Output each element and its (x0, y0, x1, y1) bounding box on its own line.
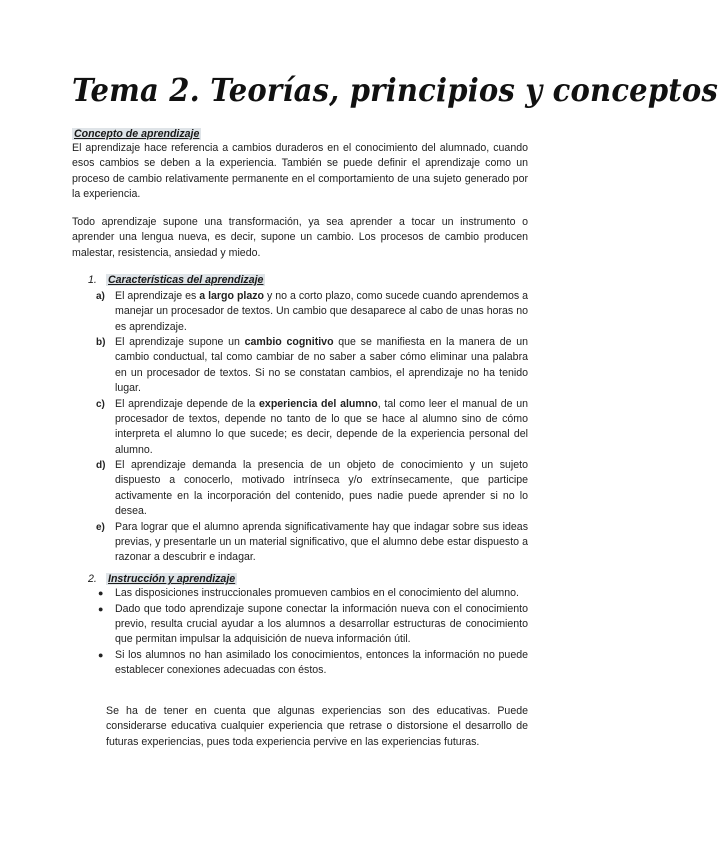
list-item (96, 397, 528, 458)
item-text: El aprendizaje supone un (115, 336, 245, 349)
item-marker: b) (96, 337, 106, 349)
list-item (96, 648, 528, 679)
item-marker: d) (96, 460, 106, 472)
item-text: El aprendizaje depende de la (115, 397, 260, 410)
item-marker: c) (96, 398, 105, 410)
item-text: y no a corto plazo, como sucede cuando aprendemos a manejar un procesador de textos. Un cambio que desaparece al cabo de unas horas no es aprendizaje. (115, 290, 528, 333)
subsection-title: Características del aprendizaje (108, 274, 264, 286)
item-text: El aprendizaje es (115, 290, 200, 302)
item-keyword: experiencia del alumno (259, 397, 378, 410)
item-keyword: a largo plazo (199, 290, 265, 302)
item-text: Si los alumnos no han asimilado los conocimientos, entonces la información no puede establecer conexiones adecuadas con éstos. (115, 648, 528, 677)
item-text: Para lograr que el alumno aprenda significativamente hay que indagar sobre sus ideas previas, y presentarle un un material significativo, que el alumno debe estar dispuesto a razonar a descubrir e indagar. (115, 520, 528, 564)
list-item (96, 458, 528, 519)
instruction-list (96, 586, 528, 679)
list-item (96, 520, 528, 566)
item-text: Dado que todo aprendizaje supone conectar la información nueva con el conocimiento previo, resulta crucial ayudar a los alumnos a desarrollar estructuras de conocimiento que permitan impulsar la adquisición de nueva información útil. (115, 602, 528, 646)
section-heading (72, 128, 201, 140)
closing-paragraph: Se ha de tener en cuenta que algunas experiencias son des educativas. Puede considerarse educativa cualquier experiencia que retrase o distorsione el desarrollo de futuras experiencias, pues toda experiencia pervive en las experiencias futuras. (106, 705, 528, 748)
section-heading-text: Concepto de aprendizaje (74, 128, 200, 140)
subsection-heading-instruction (88, 573, 237, 585)
item-text: , tal como leer el manual de un procesador de textos, depende no tanto de lo que se hace al alumno sino de cómo interpreta el alumno lo que sucede; es decir, depende de la experiencia personal del alumno. (115, 397, 528, 456)
bullet-icon: ● (98, 649, 104, 660)
list-item (96, 586, 528, 601)
item-keyword: cambio cognitivo (244, 336, 334, 349)
paragraph: El aprendizaje hace referencia a cambios duraderos en el conocimiento del alumnado, cuando esos cambios se deben a la experiencia. También se puede definir el aprendizaje como un proceso de cambio relativamente permanente en el comportamiento de una sujeto generado por la experiencia. (72, 142, 528, 200)
item-marker: a) (96, 291, 105, 302)
subsection-title: Instrucción y aprendizaje (108, 573, 236, 585)
item-text: El aprendizaje demanda la presencia de un objeto de conocimiento y un sujeto dispuesto a conocerlo, motivado intrínseca y/o extrínsecamente, que participe activamente en la incorporación del contenido, pues nadie puede aprender si no lo desea. (115, 459, 528, 518)
characteristics-list (96, 289, 528, 566)
subsection-number: 1. (88, 274, 97, 286)
page-title: Tema 2. Teorías, principios y conceptos (72, 72, 718, 109)
bullet-icon: ● (98, 603, 104, 614)
list-item (96, 335, 528, 396)
bullet-icon: ● (98, 588, 104, 598)
item-marker: e) (96, 521, 105, 533)
paragraph: Todo aprendizaje supone una transformación, ya sea aprender a tocar un instrumento o aprender una lengua nueva, es decir, supone un cambio. Los procesos de cambio producen malestar, resistencia, ansiedad y miedo. (72, 216, 528, 259)
item-text: que se manifiesta en la manera de un cambio conductual, tal como cambiar de no saber a saber cómo eliminar una palabra en un procesador de textos. Si no se constatan cambios, el aprendizaje no ha tenido lugar. (115, 336, 528, 395)
item-text: Las disposiciones instruccionales promueven cambios en el conocimiento del alumno. (115, 587, 519, 599)
subsection-number: 2. (88, 573, 97, 585)
list-item (96, 602, 528, 648)
list-item (96, 289, 528, 335)
subsection-heading-characteristics (88, 274, 265, 286)
